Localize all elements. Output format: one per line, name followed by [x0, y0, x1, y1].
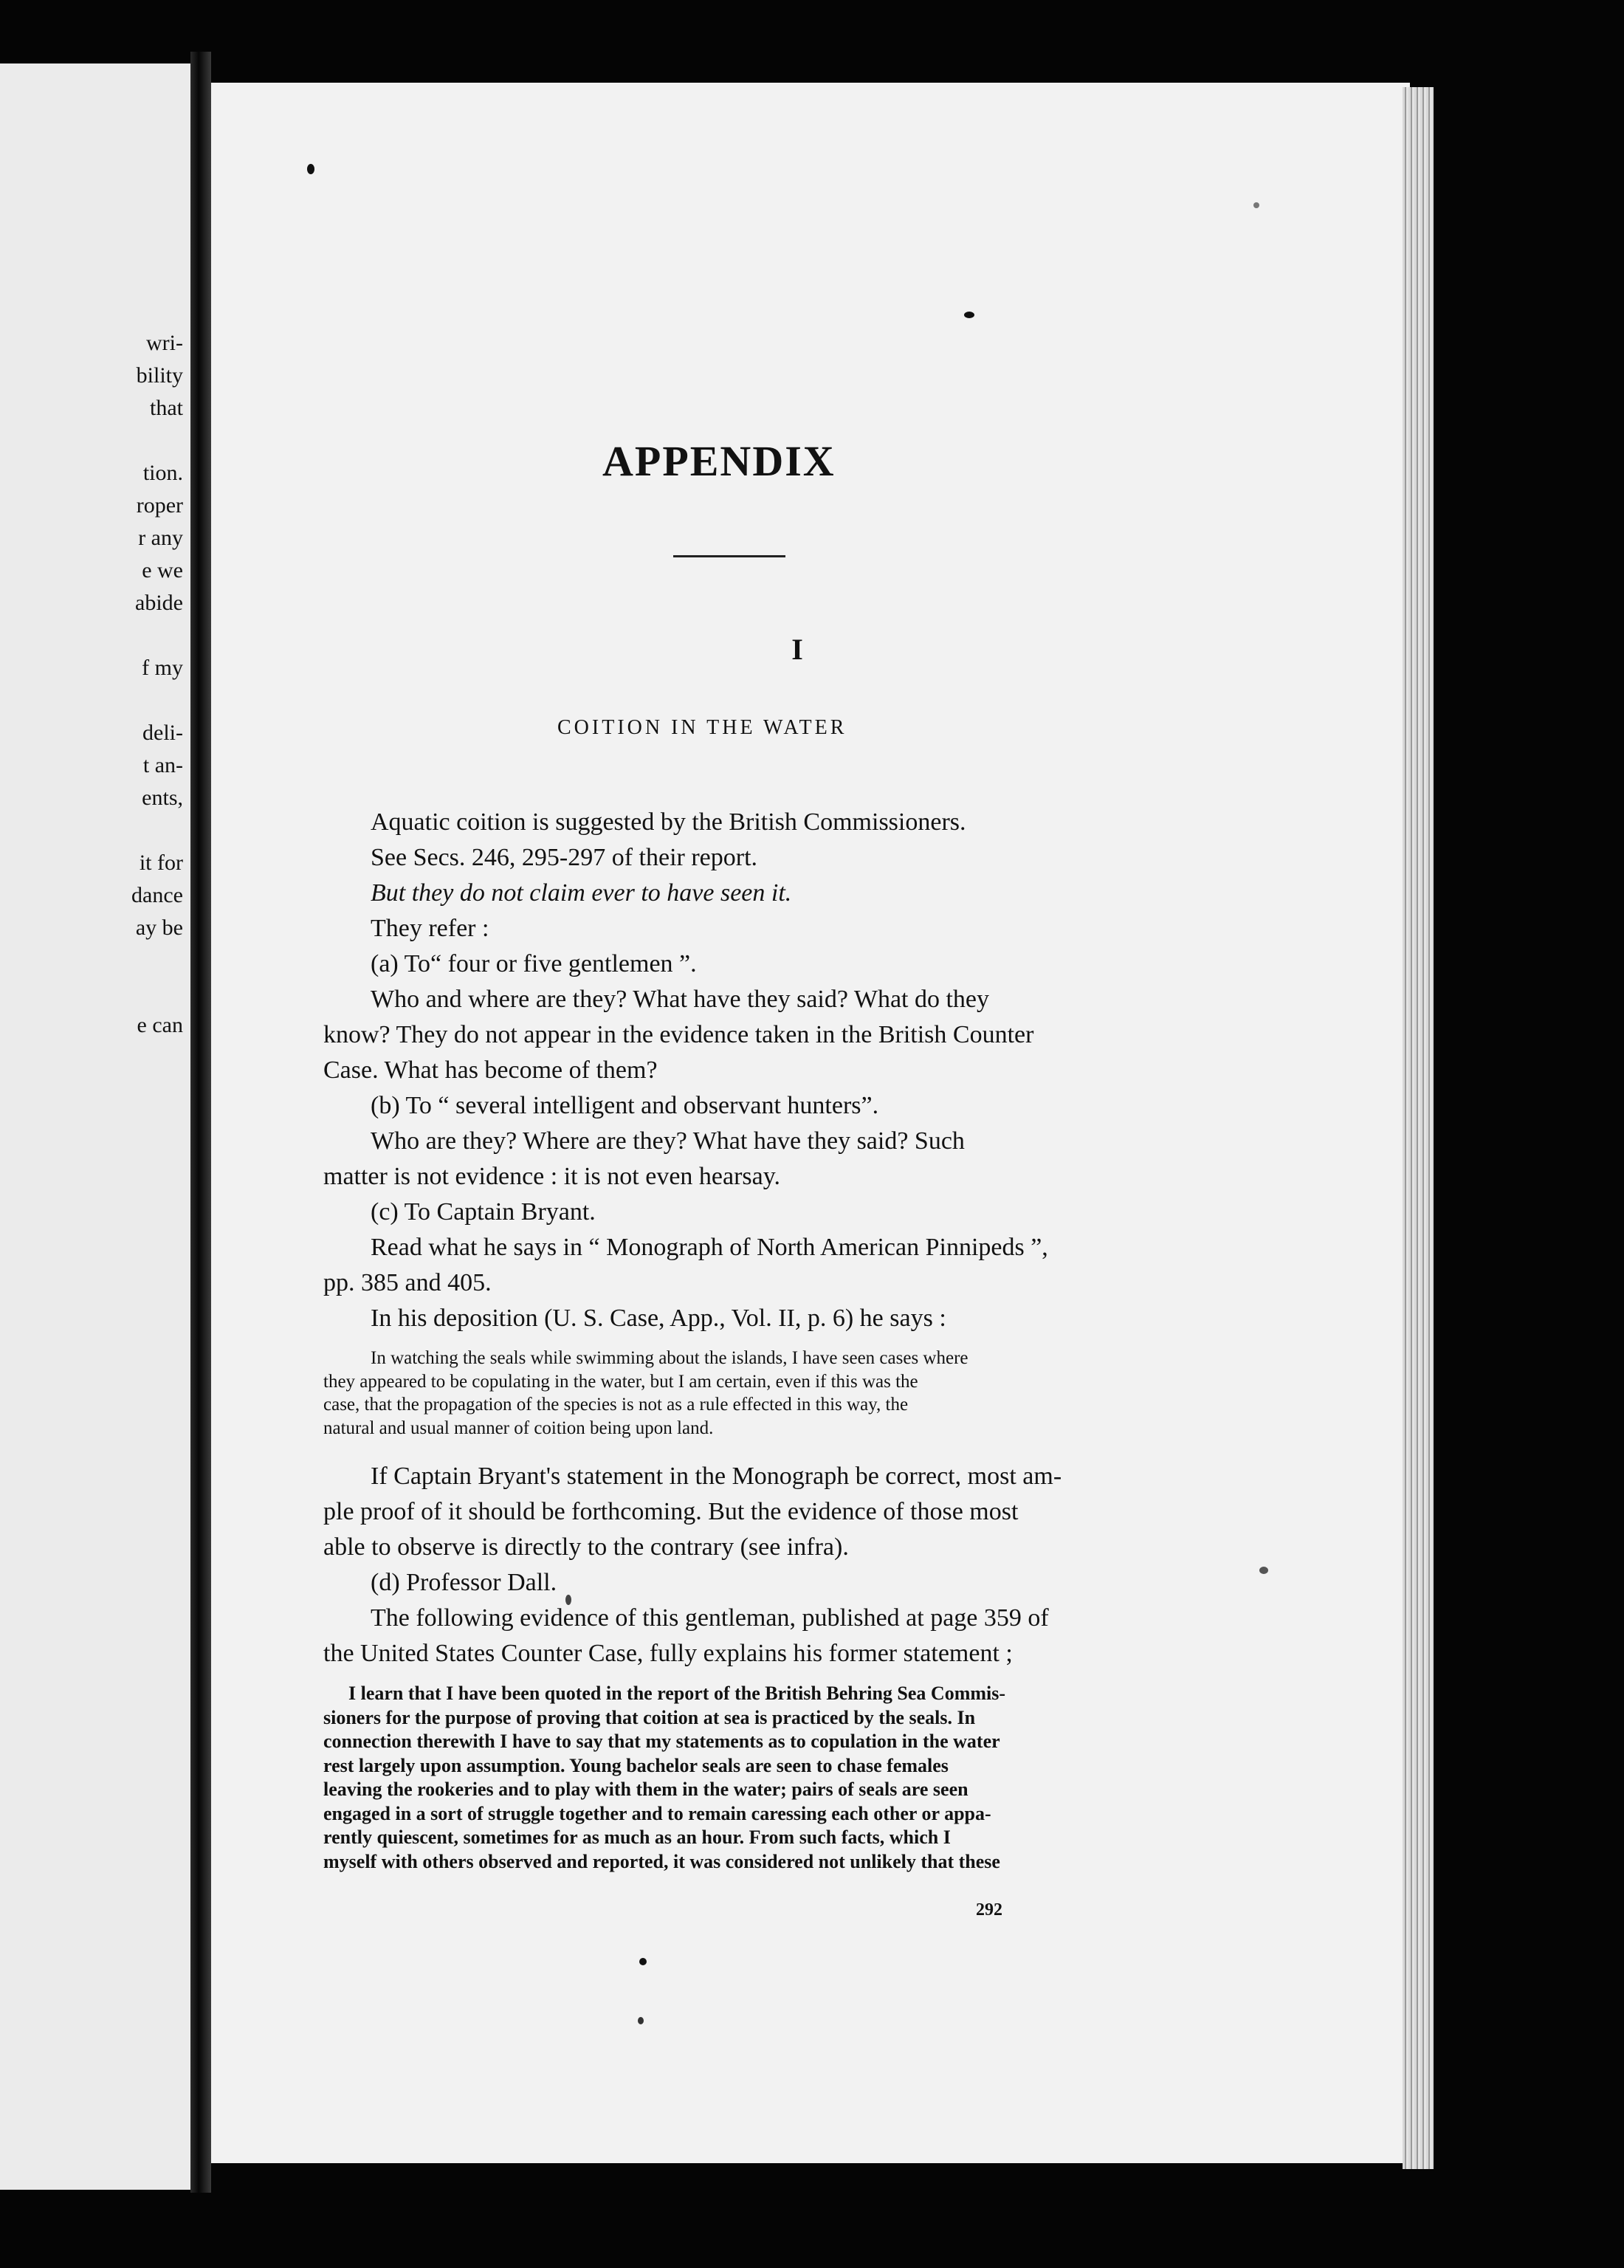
paragraph-line: (a) To“ four or five gentlemen ”.	[371, 950, 697, 977]
paragraph-line: able to observe is directly to the contrary (see infra).	[323, 1533, 849, 1561]
facing-page-line: it for	[139, 850, 183, 875]
facing-page-line: r any	[138, 526, 183, 550]
page-edge-stack	[1403, 87, 1434, 2169]
paragraph-line: The following evidence of this gentleman, published at page 359 of	[371, 1604, 1049, 1632]
facing-page-line: dance	[131, 883, 183, 907]
quote-line: they appeared to be copulating in the water, but I am certain, even if this was the	[323, 1371, 918, 1392]
facing-page-line: bility	[136, 363, 183, 388]
paragraph-line: ple proof of it should be forthcoming. But the evidence of those most	[323, 1498, 1019, 1525]
paragraph-line: know? They do not appear in the evidence taken in the British Counter	[323, 1021, 1034, 1048]
paragraph-line: They refer :	[371, 915, 489, 942]
paragraph-line: (c) To Captain Bryant.	[371, 1198, 596, 1226]
quote-line: engaged in a sort of struggle together and to remain caressing each other or appa-	[323, 1802, 991, 1824]
quote-line: connection therewith I have to say that my statements as to copulation in the water	[323, 1731, 1000, 1752]
facing-page-line: ents,	[142, 786, 183, 810]
paragraph-line: (b) To “ several intelligent and observant hunters”.	[371, 1092, 879, 1119]
quote-line: In watching the seals while swimming about the islands, I have seen cases where	[371, 1348, 968, 1368]
section-numeral: I	[791, 633, 803, 666]
facing-page-line: that	[150, 396, 183, 420]
paragraph-line: matter is not evidence : it is not even hearsay.	[323, 1163, 781, 1190]
paragraph-line: the United States Counter Case, fully explains his former statement ;	[323, 1640, 1013, 1667]
quote-line: sioners for the purpose of proving that coition at sea is practiced by the seals. In	[323, 1706, 976, 1728]
facing-page	[0, 63, 190, 2190]
book-gutter	[190, 52, 211, 2193]
paragraph-line: But they do not claim ever to have seen it.	[371, 879, 792, 907]
quote-line: myself with others observed and reported, it was considered not unlikely that these	[323, 1850, 1000, 1872]
paragraph-line: Case. What has become of them?	[323, 1056, 658, 1084]
paragraph-line: Who are they? Where are they? What have they said? Such	[371, 1127, 965, 1155]
facing-page-line: ay be	[135, 915, 183, 940]
quote-line: rest largely upon assumption. Young bachelor seals are seen to chase females	[323, 1754, 949, 1776]
quote-line: rently quiescent, sometimes for as much as an hour. From such facts, which I	[323, 1827, 951, 1848]
facing-page-line: e we	[142, 558, 183, 583]
facing-page-line: f my	[142, 656, 183, 680]
quote-line: natural and usual manner of coition being upon land.	[323, 1418, 714, 1438]
paragraph-line: Read what he says in “ Monograph of North American Pinnipeds ”,	[371, 1234, 1048, 1261]
quote-line: I learn that I have been quoted in the report of the British Behring Sea Commis-	[348, 1683, 1006, 1704]
quote-line: case, that the propagation of the species is not as a rule effected in this way, the	[323, 1395, 909, 1415]
facing-page-line: abide	[135, 591, 183, 615]
paragraph-line: In his deposition (U. S. Case, App., Vol. II, p. 6) he says :	[371, 1305, 946, 1332]
facing-page-line: t an-	[142, 753, 183, 777]
paragraph-line: If Captain Bryant's statement in the Monograph be correct, most am-	[371, 1463, 1062, 1490]
block-quote-dall	[323, 1682, 1124, 1874]
paragraph-line: Who and where are they? What have they said? What do they	[371, 986, 990, 1013]
section-title: COITION IN THE WATER	[557, 716, 847, 739]
paragraph-line: See Secs. 246, 295-297 of their report.	[371, 844, 758, 871]
facing-page-line: deli-	[142, 721, 183, 745]
paragraph-line: (d) Professor Dall.	[371, 1569, 557, 1596]
quote-line: leaving the rookeries and to play with them in the water; pairs of seals are seen	[323, 1779, 968, 1800]
block-quote-bryant	[323, 1347, 1124, 1440]
title-rule	[673, 555, 785, 557]
facing-page-line: e can	[137, 1013, 183, 1037]
facing-page-line: tion.	[142, 461, 183, 485]
paragraph-line: pp. 385 and 405.	[323, 1269, 492, 1296]
appendix-title: APPENDIX	[602, 437, 836, 485]
facing-page-line: roper	[136, 493, 183, 518]
facing-page-line: wri-	[146, 331, 183, 355]
page-number: 292	[976, 1900, 1002, 1920]
page-body	[323, 805, 1124, 1874]
paragraph-line: Aquatic coition is suggested by the British Commissioners.	[371, 808, 966, 836]
